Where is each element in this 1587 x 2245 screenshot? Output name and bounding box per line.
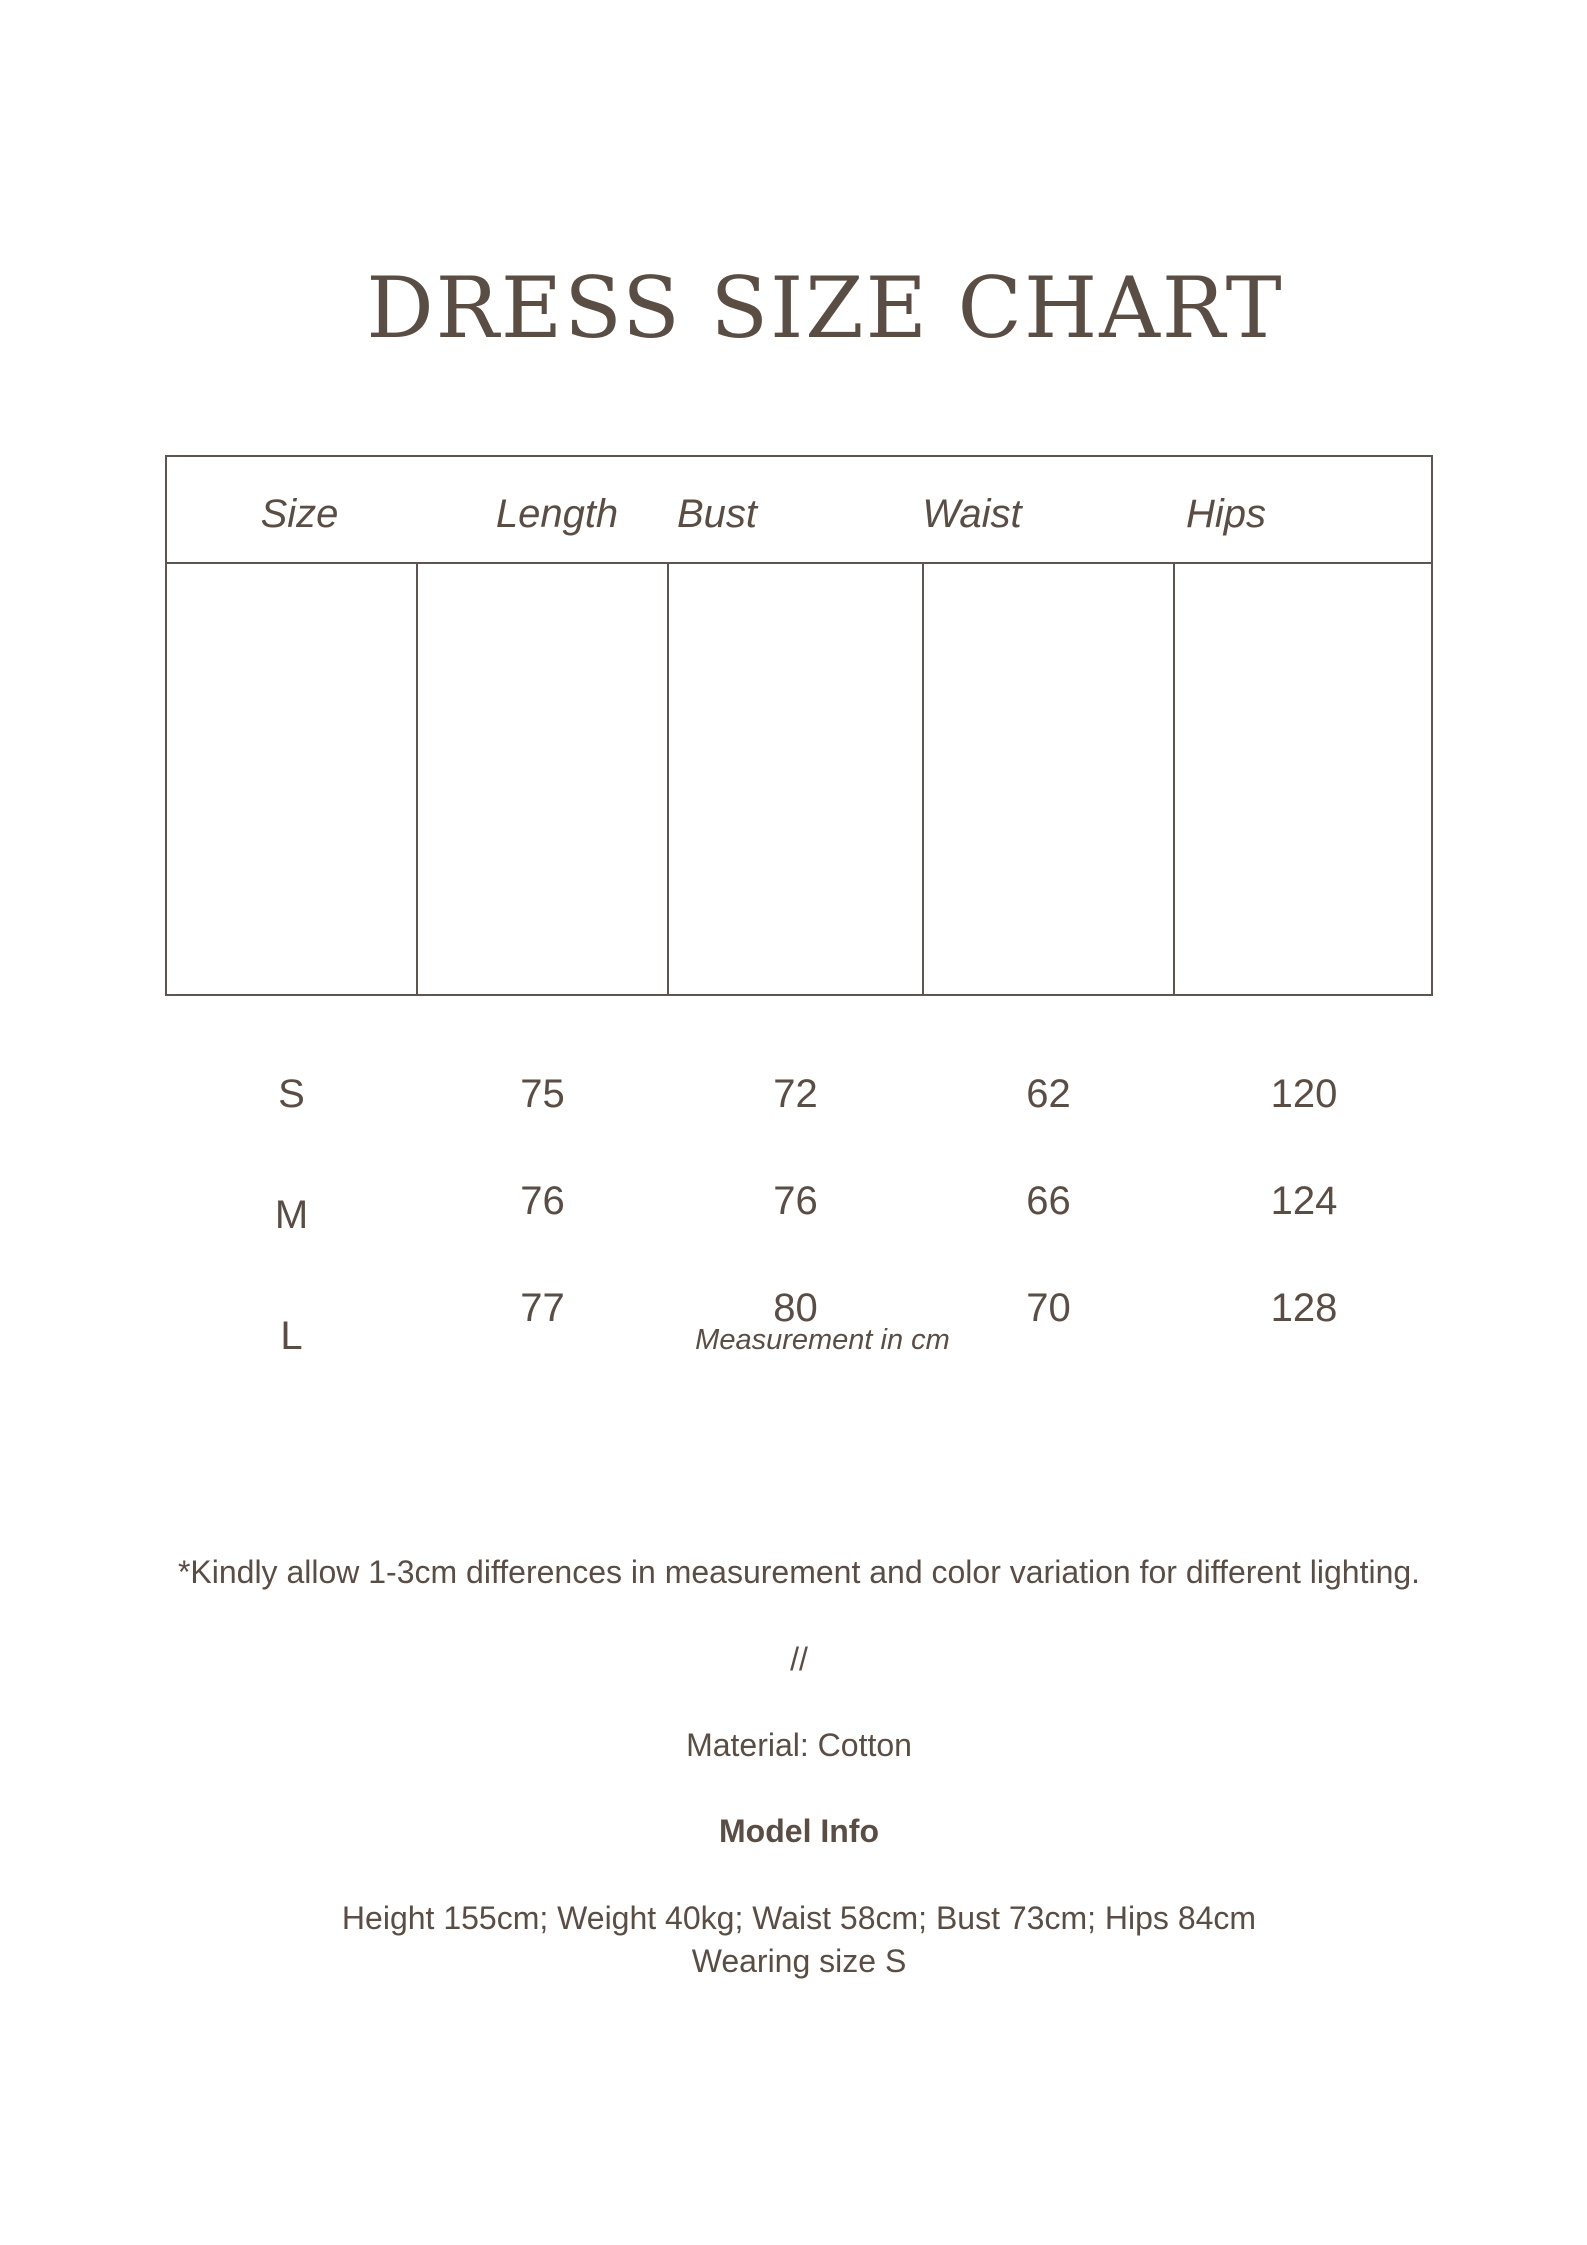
bust-cell-s: 72 — [773, 1072, 818, 1116]
hips-cell-s: 120 — [1270, 1072, 1338, 1116]
waist-cell-m: 66 — [1026, 1179, 1071, 1223]
length-cell-m: 76 — [520, 1179, 565, 1223]
model-wearing-size-text: Wearing size S — [691, 1943, 907, 1979]
bust-cell-l: 80 — [773, 1286, 818, 1330]
size-cell-m: M — [274, 1193, 309, 1237]
material-text: Material: Cotton — [686, 1727, 912, 1763]
column-divider — [922, 564, 924, 994]
header-length: Length — [495, 492, 619, 536]
table-header-row — [167, 457, 1431, 564]
column-divider — [667, 564, 669, 994]
column-divider — [416, 564, 418, 994]
page-title: DRESS SIZE CHART — [366, 259, 1284, 357]
length-cell-l: 77 — [520, 1286, 565, 1330]
header-waist: Waist — [922, 492, 1022, 536]
hips-cell-m: 124 — [1270, 1179, 1338, 1223]
header-size: Size — [260, 492, 339, 536]
column-divider — [1173, 564, 1175, 994]
bust-cell-m: 76 — [773, 1179, 818, 1223]
size-cell-s: S — [278, 1072, 305, 1116]
header-bust: Bust — [676, 492, 758, 536]
waist-cell-s: 62 — [1026, 1072, 1071, 1116]
model-measurements-text: Height 155cm; Weight 40kg; Waist 58cm; Bust 73cm; Hips 84cm — [341, 1900, 1257, 1936]
separator-text: // — [790, 1641, 808, 1677]
size-cell-l: L — [280, 1314, 303, 1358]
length-cell-s: 75 — [520, 1072, 565, 1116]
hips-cell-l: 128 — [1270, 1286, 1338, 1330]
waist-cell-l: 70 — [1026, 1286, 1071, 1330]
measurement-unit-note: Measurement in cm — [695, 1324, 950, 1356]
header-hips: Hips — [1185, 492, 1267, 536]
model-info-heading: Model Info — [719, 1813, 879, 1849]
disclaimer-text: *Kindly allow 1-3cm differences in measurement and color variation for different lighting. — [177, 1554, 1421, 1590]
